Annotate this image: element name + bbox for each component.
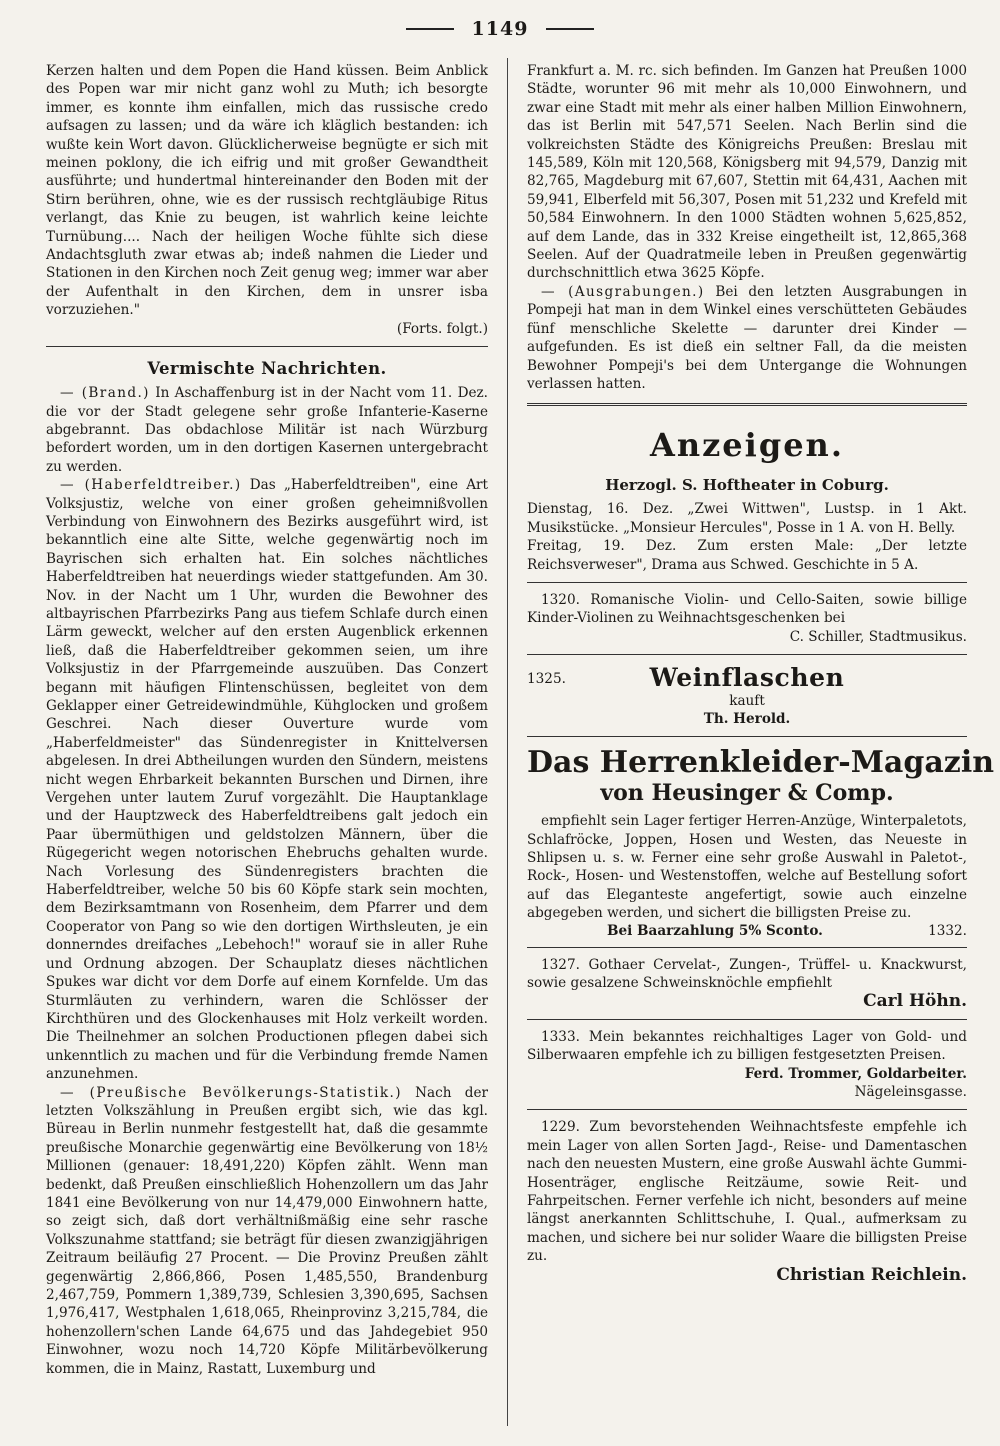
- story-continuation: Kerzen halten und dem Popen die Hand küssen. Beim Anblick des Popen war mir nicht ganz wohl zu Muth; ich besorgte immer, es konnte ihm einfallen, mich das russische credo aufsagen zu lassen; und da wäre ich kläglich bestanden: ich wußte kein Wort davon. Glücklicherweise begnügte er sich mit meinen poklony, die ich eifrig und mit großer Gewandtheit ausführte; und hundertmal hintereinander den Boden mit der Stirn berühren, ohne, wie es der russisch rechtgläubige Ritus verlangt, das Knie zu beugen, ist wahrlich keine leichte Turnübung.... Nach der heiligen Woche fühlte sich diese Andachtsgluth zwar etwas ab; indeß nahmen die Lieder und Stationen in den Kirchen noch Zeit genug weg; immer war aber der Aufenthalt in den Kirchen, dem in unsrer isba vorzuziehen.": [46, 63, 488, 319]
- ad-rule-3: [527, 736, 967, 737]
- theater-heading: Herzogl. S. Hoftheater in Coburg.: [605, 476, 889, 495]
- ad-1325-number: 1325.: [527, 671, 566, 688]
- page-header: [0, 18, 1000, 40]
- header-rule-left: [406, 28, 454, 30]
- ad-1325-title: Weinflaschen: [649, 663, 845, 693]
- ad-1332-number: 1332.: [928, 922, 967, 939]
- ad-1332-text: empfiehlt sein Lager fertiger Herren-Anzüge, Winterpaletots, Schlafröcke, Joppen, Hosen und Westen, das Neueste in Shlipsen u. s. w. Ferner eine sehr große Auswahl in Paletot-, Rock-, Hosen- und Westenstoffen, welche auf Bestellung sofort auf das Eleganteste angefertigt, sowie auch einzelne abgegeben werden, und sichert die billigsten Preise zu.: [527, 813, 967, 922]
- ad-1327-text: 1327. Gothaer Cervelat-, Zungen-, Trüffel- u. Knackwurst, sowie gesalzene Schweinsknöchle empfiehlt: [527, 956, 967, 991]
- ad-1333-text: 1333. Mein bekanntes reichhaltiges Lager von Gold- und Silberwaaren empfehle ich zu billigen festgesetzten Preisen.: [527, 1028, 967, 1064]
- ad-rule-5: [527, 1019, 967, 1020]
- ad-rule-2: [527, 654, 967, 655]
- ad-1325-signature: Th. Herold.: [703, 711, 791, 728]
- article-ausgrabungen-text: Bei den letzten Ausgrabungen in Pompeji hat man in dem Winkel eines verschütteten Gebäudes fünf menschliche Skelette — darunter drei Kinder — aufgefunden. Es ist dieß ein seltner Fall, da die meisten Bewohner Pompeji's bei dem Untergange die Wohnungen verlassen hatten.: [527, 283, 967, 392]
- article-haberfeld-text: Das „Haberfeldtreiben", eine Art Volksjustiz, welche von einer großen geheimnißvollen Verbindung von Einwohnern des Bezirks ausgeführt wird, ist bekanntlich eine alte Sitte, welche gegenwärtig noch im Bayrischen sich erhalten hat. Ein solches nächtliches Haberfeldtreiben hat neuerdings wieder stattgefunden. Am 30. Nov. in der Nacht um 1 Uhr, wurden die Bewohner des altbayrischen Pfarrbezirks Pang aus tiefem Schlafe durch einen Lärm geweckt, welcher auf den ersten Augenblick erkennen ließ, daß die Haberfeldtreiber gekommen seien, um ihre Volksjustiz in der Pfarrgemeinde auszuüben. Das Conzert begann mit häufigen Flintenschüssen, begleitet von dem Geklapper einer Getreidewindmühle, Kühglocken und großem Geschrei. Nach dieser Ouverture wurde vom „Haberfeldmeister" das Sündenregister in Knittelversen abgelesen. In drei Abtheilungen wurden den Sündern, meistens nicht wegen Ehrbarkeit bekannten Burschen und Dirnen, ihre Vergehen unter lautem Zuruf vorgezählt. Die Hauptanklage und der Hauptzweck des Haberfeldtreibens galt jedoch ein Paar übermüthigen und geldstolzen Männern, über die Rügegericht wegen notorischen Ehebruchs gehalten wurde. Nach Vorlesung des Sündenregisters brachten die Haberfeldtreiber, welche 50 bis 60 Köpfe stark sein mochten, dem Bezirksamtmann von Rosenheim, dem Pfarrer und dem Cooperator von Pang so wie den dortigen Wirthsleuten, je ein donnerndes dreifaches „Lebehoch!" worauf sie in aller Ruhe und Ordnung abzogen. Der Schauplatz dieses nächtlichen Spukes war dicht vor dem Dorfe auf einem Kornfelde. Um das Sturmläuten zu verhindern, waren die Schlösser der Kirchthüren und des Glockenhauses mit Holz verkeilt worden. Die Theilnehmer an solchen Productionen pflegen dabei sich unkenntlich zu machen und für die Verbindung fremde Namen anzunehmen.: [46, 477, 488, 1083]
- article-haberfeld-heading: — (Haberfeldtreiber.): [60, 477, 242, 494]
- section-title: Vermischte Nachrichten.: [147, 359, 387, 379]
- ad-1229-text: 1229. Zum bevorstehenden Weihnachtsfeste empfehle ich mein Lager von allen Sorten Jagd-, Reise- und Damentaschen nach den neuesten Mustern, eine große Auswahl ächte Gummi-Hosenträger, englische Reitzäume, sowie Reit- und Fahrpeitschen. Ferner verfehle ich nicht, besonders auf meine längst anerkannten Schlittschuhe, I. Qual., aufmerksam zu machen, und sichere bei nur solider Waare die billigsten Preise zu.: [527, 1119, 967, 1265]
- article-brand: [46, 384, 488, 476]
- ad-1327-signature: Carl Höhn.: [863, 991, 967, 1012]
- ad-1325-kauft: kauft: [729, 693, 765, 710]
- article-brand-text: In Aschaffenburg ist in der Nacht vom 11. Dez. die vor der Stadt gelegene sehr große Infanterie-Kaserne abgebrannt. Das obdachlose Militär ist nach Würzburg befordert worden, um in den dortigen Kasernen untergebracht zu werden.: [46, 385, 488, 475]
- article-preussen-heading: — (Preußische Bevölkerungs-Statistik.): [60, 1084, 402, 1101]
- page-number: 1149: [471, 18, 529, 40]
- article-haberfeld: [46, 476, 488, 1083]
- article-ausgrabungen-heading: — (Ausgrabungen.): [541, 283, 705, 300]
- ad-rule-1: [527, 582, 967, 583]
- section-rule: [46, 346, 488, 347]
- article-preussen: [46, 1084, 488, 1379]
- left-column: [46, 62, 488, 1378]
- header-rule-right: [546, 28, 594, 30]
- ad-1325: [527, 663, 967, 728]
- ad-1320-signature: C. Schiller, Stadtmusikus.: [789, 628, 967, 645]
- ad-rule-6: [527, 1109, 967, 1110]
- article-brand-heading: — (Brand.): [60, 385, 150, 402]
- ad-1333-address: Nägeleinsgasse.: [854, 1084, 967, 1101]
- ads-section-title: Anzeigen.: [650, 426, 844, 465]
- ad-1333-signature: Ferd. Trommer, Goldarbeiter.: [744, 1065, 967, 1082]
- theater-program-2: Freitag, 19. Dez. Zum ersten Male: „Der letzte Reichsverweser", Drama aus Schwed. Geschichte in 5 A.: [527, 538, 967, 573]
- continuation-note: (Forts. folgt.): [396, 320, 488, 337]
- ads-top-rule: [527, 403, 967, 406]
- article-preussen-continued: Frankfurt a. M. rc. sich befinden. Im Ganzen hat Preußen 1000 Städte, worunter 96 mit mehr als 10,000 Einwohnern, und zwar eine Stadt mit mehr als einer halben Million Einwohnern, das ist Berlin mit 547,571 Seelen. Nach Berlin sind die volkreichsten Städte des Königreichs Preußen: Breslau mit 145,589, Köln mit 120,568, Königsberg mit 94,579, Danzig mit 82,765, Magdeburg mit 67,607, Stettin mit 64,431, Aachen mit 59,941, Elberfeld mit 56,307, Posen mit 51,232 und Krefeld mit 50,584 Einwohnern. In den 1000 Städten wohnen 5,625,852, auf dem Lande, das in 332 Kreise eingetheilt ist, 12,865,368 Seelen. Auf der Quadratmeile leben in Preußen gegenwärtig durchschnittlich etwa 3625 Köpfe.: [527, 63, 967, 282]
- right-column: [527, 62, 995, 1285]
- ad-1332-sconto: Bei Baarzahlung 5% Sconto.: [607, 922, 823, 939]
- column-divider: [507, 58, 508, 1426]
- ad-1332-subtitle: von Heusinger & Comp.: [600, 780, 894, 807]
- ad-1320-text: 1320. Romanische Violin- und Cello-Saiten, sowie billige Kinder-Violinen zu Weihnachtsgeschenken bei: [527, 591, 967, 627]
- ad-1332-footer: [527, 923, 967, 939]
- ad-rule-4: [527, 947, 967, 948]
- article-preussen-text: Nach der letzten Volkszählung in Preußen ergibt sich, wie das kgl. Büreau in Berlin nunmehr festgestellt hat, daß die gesammte preußische Monarchie gegenwärtig eine Bevölkerung von 18½ Millionen (genauer: 18,491,220) Köpfen zählt. Wenn man bedenkt, daß Preußen einschließlich Hohenzollern um das Jahr 1841 eine Bevölkerung von nur 14,479,000 Einwohnern hatte, so zeigt sich, daß dort verhältnißmäßig eine sehr rasche Volkszunahme stattfand; sie beträgt für diesen zwanzigjährigen Zeitraum beiläufig 27 Procent. — Die Provinz Preußen zählt gegenwärtig 2,866,866, Posen 1,485,550, Brandenburg 2,467,759, Pommern 1,389,739, Schlesien 3,390,695, Sachsen 1,976,417, Westphalen 1,618,065, Rheinprovinz 3,215,784, die hohenzollern'schen Lande 64,675 und das Jahdegebiet 950 Einwohner, wozu noch 14,720 Köpfe Militärbevölkerung kommen, die in Mainz, Rastatt, Luxemburg und: [46, 1084, 488, 1377]
- ad-1229-signature: Christian Reichlein.: [776, 1264, 967, 1285]
- ad-1332-title: Das Herrenkleider-Magazin: [527, 745, 995, 781]
- theater-program-1: Dienstag, 16. Dez. „Zwei Wittwen", Lustsp. in 1 Akt. Musikstücke. „Monsieur Hercules", Posse in 1 A. von H. Belly.: [527, 501, 967, 536]
- article-ausgrabungen: [527, 283, 967, 393]
